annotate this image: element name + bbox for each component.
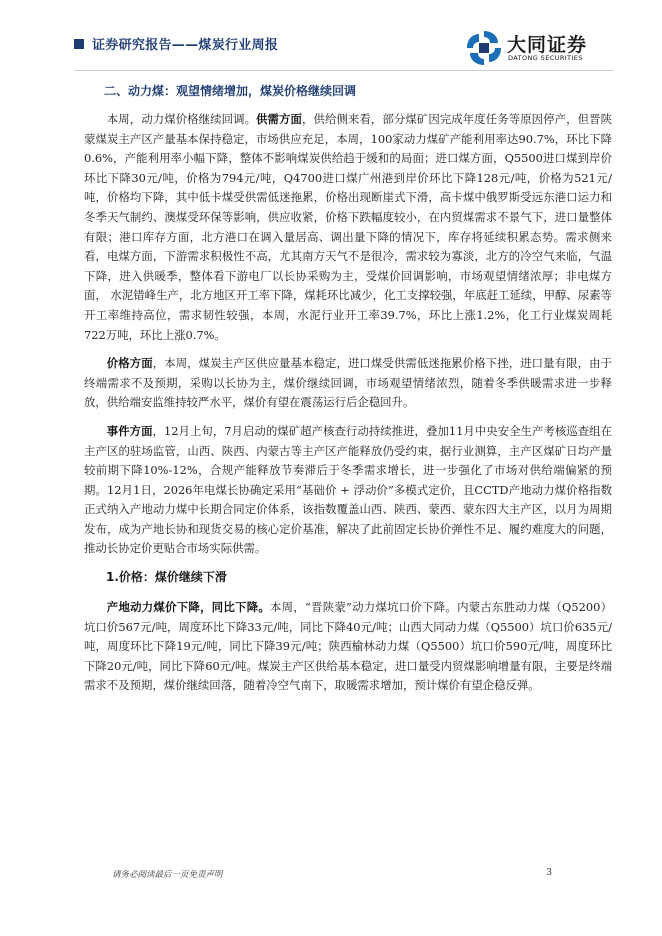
supply-demand-paragraph xyxy=(84,110,612,345)
paragraph-lead: 价格方面 xyxy=(106,356,153,371)
price-paragraph xyxy=(84,354,612,413)
subsection-heading: 1.价格：煤价继续下滑 xyxy=(106,570,227,585)
page-header xyxy=(74,28,614,68)
paragraph-intro: 本周，动力煤价格继续回调。 xyxy=(106,112,257,126)
origin-price-paragraph xyxy=(84,598,612,696)
page-footer xyxy=(112,868,552,884)
section-heading: 二、动力煤：观望情绪增加，煤炭价格继续回调 xyxy=(104,84,357,98)
events-paragraph xyxy=(84,422,612,559)
page-number: 3 xyxy=(546,868,552,878)
paragraph-body: ，12月上旬，7月启动的煤矿超产核查行动持续推进，叠加11月中央安全生产考核巡查组在主产区的驻场监管，山西、陕西、内蒙古等主产区产能释放仍受约束，据行业测算，主产区煤矿日均产量较前期下降10%-12%，合规产能释放节奏滞后于冬季需求增长，进一步强化了市场对供给端偏紧的预期。12月1日，2026年电煤长协确定采用“基础价 + 浮动价”多模式定价，且CCTD产地动力煤价格指数正式纳入产地动力煤中长期合同定价体系，该指数覆盖山西、陕西、蒙西、蒙东四大主产区，以月为周期发布，成为产地长协和现货交易的核心定价基准，解决了此前固定长协价弹性不足、履约难度大的问题，推动长协定价更贴合市场实际供需。 xyxy=(84,423,612,556)
logo-english-name: DATONG SECURITIES xyxy=(508,54,583,62)
paragraph-lead: 产地动力煤价下降，同比下降。 xyxy=(106,600,271,615)
report-body xyxy=(84,82,612,705)
disclaimer-note: 请务必阅读最后一页免责声明 xyxy=(112,870,223,880)
paragraph-lead: 事件方面 xyxy=(106,423,153,438)
paragraph-body: ，本周，煤炭主产区供应量基本稳定，进口煤受供需低迷拖累价格下挫，进口量有限，由于终端需求不及预期，采购以长协为主，煤价继续回调，市场观望情绪浓烈，随着冬季供暖需求进一步释放，供给端安监维持较严水平，煤价有望在震荡运行后企稳回升。 xyxy=(84,356,612,410)
paragraph-body: 本周，“晋陕蒙”动力煤坑口价下降。内蒙古东胜动力煤（Q5200）坑口价567元/吨，周度环比下降33元/吨，同比下降40元/吨；山西大同动力煤（Q5500）坑口价635元/吨，周度环比下降19元/吨，同比下降39元/吨；陕西榆林动力煤（Q5500）坑口价590元/吨，周度环比下降20元/吨，同比下降60元/吨。煤炭主产区供给基本稳定，进口量受内贸煤影响增量有限，主要是终端需求不及预期，煤价继续回落，随着冷空气南下，取暖需求增加，预计煤价有望企稳反弹。 xyxy=(84,600,612,693)
header-square-marker xyxy=(74,39,84,49)
company-logo xyxy=(464,28,614,68)
datong-logo-icon xyxy=(464,28,504,68)
report-title: 证券研究报告——煤炭行业周报 xyxy=(92,38,279,53)
logo-chinese-name: 大同证券 xyxy=(507,34,588,56)
header-divider xyxy=(74,70,614,71)
paragraph-body: ，供给侧来看，部分煤矿因完成年度任务等原因停产，但晋陕蒙煤炭主产区产量基本保持稳定，市场供应充足，本周，100家动力煤矿产能利用率达90.7%，环比下降0.6%，产能利用率小幅下降，整体不影响煤炭供给趋于缓和的局面；进口煤方面，Q5500进口煤到岸价环比下降30元/吨，价格为794元/吨，Q4700进口煤广州港到岸价环比下降128元/吨，价格为521元/吨，价格均下降，其中低卡煤受供需低迷拖累，价格出现断崖式下滑，高卡煤中俄罗斯受远东港口运力和冬季天气制约、澳煤受环保等影响，供应收紧，价格下跌幅度较小，在内贸煤需求不景气下，进口量整体有限；港口库存方面，北方港口在调入量居高、调出量下降的情况下，库存将延续积累态势。需求侧来看，电煤方面，下游需求积极性不高，尤其南方天气不是很冷，需求较为寡淡，北方的冷空气来临，气温下降，进入供暖季，整体看下游电厂以长协采购为主，受煤价回调影响，市场观望情绪浓厚；非电煤方面， 水泥错峰生产，北方地区开工率下降，煤耗环比减少，化工支撑较强，年底赶工延续，甲醇、尿素等开工率维持高位，需求韧性较强，本周，水泥行业开工率39.7%，环比上涨1.2%，化工行业煤炭周耗722万吨，环比上涨0.7%。 xyxy=(84,112,612,342)
paragraph-lead: 供需方面 xyxy=(256,112,303,126)
